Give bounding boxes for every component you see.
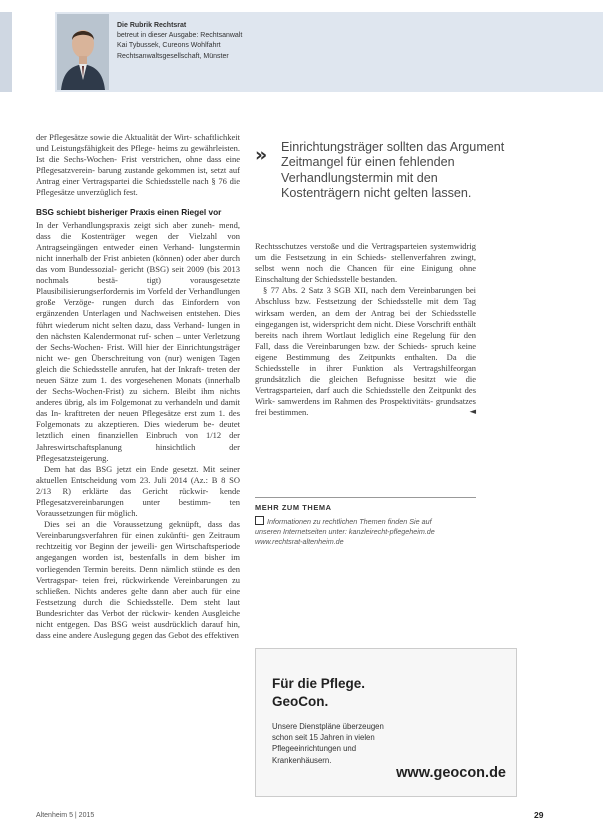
ad-headline	[272, 675, 365, 711]
text-line: sichern. Bleibt ihm nichts anderes übrig, als im	[36, 386, 240, 408]
text-line: Folgemonat zu verhandeln und damit das In-	[36, 397, 241, 419]
text-line: weist ausdrücklich darauf hin, dass eine andere	[36, 619, 241, 641]
text-line: mend, dass die Kostenträger wegen der Vielzahl	[36, 219, 240, 241]
more-topic-link[interactable]: unseren Internetseiten unter: kanzleirecht-pflegeheim.de	[255, 527, 435, 537]
author-info	[117, 21, 357, 62]
body-paragraph	[255, 241, 476, 285]
text-line: ten Voraussetzungen für möglich.	[36, 497, 240, 519]
body-paragraph	[36, 220, 240, 464]
text-line: Monats (innerhalb der Sechs-Wochen-Frist) zu	[36, 374, 241, 397]
author-line-1: Die Rubrik Rechtsrat	[117, 22, 187, 29]
ad-headline-line: Für die Pflege.	[272, 676, 366, 691]
more-topic-title: MEHR ZUM THEMA	[255, 503, 332, 512]
body-paragraph	[255, 285, 476, 418]
text-line: bereits. Denn nämlich stünde es den Vertragspar-	[36, 563, 241, 585]
text-line: bei Abschluss bzw. Festsetzung der Schiedsstelle	[255, 285, 476, 307]
text-line: ihrem Wortlaut lediglich eine Regelung für den	[302, 329, 477, 340]
text-line: (Az.: B 8 SO 2/13 R) erklärte das Gericht rückwir-	[36, 474, 241, 496]
text-line: kenden Ausgleiche nicht entgegen. Das BSG	[36, 607, 240, 630]
text-line: gericht (BSG) seit 2009 (bis 2013 nochmals bestä-	[36, 264, 240, 286]
text-line: eine Festsetzung durch die Schiedsstelle. Dem	[36, 585, 241, 607]
text-line: der Pflegesätze sowie die Aktualität der Wirt-	[36, 132, 192, 142]
text-line: krafttreten der neuen Pflegesätze erst zum 1. des	[64, 408, 241, 419]
text-line: enthalten. Da die Schiedsstelle in ihrer Funktion	[255, 351, 476, 374]
ad-body-line: Krankenhäusern.	[272, 755, 332, 765]
text-line: kende Pflegesatzvereinbarungen unter bestimm-	[36, 485, 240, 507]
intro-paragraph	[36, 132, 240, 199]
ad-body-line: Pflegeeinrichtungen und	[272, 744, 357, 754]
text-line: steht laut Bundesrichter das Verbot der rückwir-	[36, 596, 240, 618]
body-paragraph	[36, 464, 240, 519]
text-line: deutet letztlich einen finanziellen Einbruch von 1/12	[36, 419, 241, 441]
text-line: Unterlagen und Nachweisen entstehen. Dies	[82, 308, 240, 319]
page-number: 29	[534, 810, 544, 820]
footer-issue: Altenheim 5 | 2015	[36, 812, 95, 819]
text-line: heims zu gewährleisten. Ist die Sechs-Wochen-	[36, 143, 241, 165]
text-line: bestenfalls in dem bisher im vorliegenden Termin	[36, 552, 241, 574]
info-box-icon	[255, 516, 264, 525]
more-topic-body	[255, 516, 480, 548]
article-end-icon: ◄	[469, 407, 476, 418]
text-line: Chancen für eine Einigung ohne Einschaltung der	[255, 263, 476, 285]
text-line: bei der Schiedsstelle eingegangen ist, widerspricht	[255, 307, 477, 329]
header-edge-band	[0, 12, 12, 92]
text-line: Dem hat das BSG jetzt ein Ende gesetzt. Mit	[44, 463, 216, 474]
author-line-3: Kai Tybussek, Cureons Wohlfahrt	[117, 42, 221, 50]
author-line-4: Rechtsanwaltsgesellschaft, Münster	[117, 52, 229, 60]
text-line: als Vertragshilfeorgan grundsätzlich die gleichen	[255, 363, 476, 385]
quote-mark-icon: »	[255, 144, 268, 166]
more-topic-link[interactable]: www.rechtsrat-altenheim.de	[255, 537, 344, 547]
text-line: schließen. Nichts anderes gelte dann aber auch für	[36, 585, 222, 596]
geocon-advertisement[interactable]	[255, 648, 517, 797]
text-line: führt wiederum nicht selten dazu, dass Verhand-	[36, 319, 205, 330]
section-heading: BSG schiebt bisheriger Praxis einen Riegel vor	[36, 206, 222, 217]
text-line: gen Überschreitung von (nur) wenigen Tagen	[74, 352, 241, 363]
text-line: Dies sei an die Voraussetzung geknüpft, dass	[44, 519, 223, 530]
ad-body	[272, 721, 472, 766]
ad-body-line: schon seit 15 Jahren in vielen	[272, 733, 375, 743]
author-photo	[57, 14, 109, 90]
text-line: § 76 die Pflegesätze unverzüglich fest.	[36, 176, 241, 198]
ad-body-line: Unsere Dienstpläne überzeugen	[272, 722, 384, 731]
text-line: Folgemonats zu akzeptieren. Dies wiederum be-	[36, 419, 215, 430]
text-line: lungen in den nächsten Kalendermonat ruf-	[36, 319, 241, 341]
text-line: rungen durch das Einfordern von ergänzenden	[36, 297, 240, 319]
text-line: Frist. Will hier der Einrichtungsträger nicht we-	[36, 341, 241, 363]
text-line: gleich die Schiedsstelle anrufen, hat der Inkraft-	[36, 363, 205, 374]
text-line: das Vereinbarungsverfahren für einen zukünfti-	[36, 519, 240, 541]
text-line: Schiedsstelle bestanden.	[314, 274, 398, 285]
ad-url-link[interactable]: www.geocon.de	[396, 765, 506, 781]
text-line: tigt) vorausgesetzte Plausibilisierungserfordernis	[36, 275, 241, 297]
text-line: § 77 Abs. 2 Satz 3 SGB XII, nach dem Vereinbarungen	[263, 285, 463, 296]
text-line: treten der neuen Sätze zum 1. des vorgesehenen	[36, 363, 240, 385]
text-line: Auslegung gegen das Gebot des effektiven	[93, 630, 239, 641]
text-line: Befugnisse besitzt wie die Vertragsparteien, darf	[255, 374, 477, 396]
ad-headline-line: GeoCon.	[272, 694, 329, 709]
text-line: seiner aktuellen Entscheidung vom 23. Juli 2014	[36, 463, 240, 485]
text-line: Rechtsschutzes verstoße und die Vertragsparteien	[255, 241, 428, 251]
text-line: Fall, dass die Vereinbarungen bzw. der Schieds-	[255, 340, 428, 351]
text-line: dem nicht. Diese Vorschrift enthält bereits nach	[255, 318, 476, 340]
text-line: samwerdens im Rahmen des Prospektivitäts-	[277, 396, 434, 407]
text-line: grundsatzes frei bestimmen.	[255, 396, 476, 418]
pull-quote-text: Einrichtungsträger sollten das Argument Zeitmangel für einen fehlenden Verhandlungstermin mit den Kostenträgern nicht gelten lassen.	[281, 140, 505, 201]
text-line: auch die Schiedsstelle den Zeitpunkt des Wirk-	[255, 385, 477, 407]
text-line: von Antragseingängen entweder einen Verhand-	[36, 230, 241, 252]
text-line: Frist verstrichen, ohne dass eine Pflegesatzverein-	[36, 154, 241, 176]
text-line: gen Wirtschaftsperiode angegangen worden ist,	[36, 541, 240, 563]
text-line: gen Zeitraum rechtzeitig vor Beginn der jeweili-	[36, 530, 240, 552]
article-left-column	[36, 132, 240, 641]
text-line: der Jahreswirtschaftsplanung hinsichtlich der	[36, 430, 241, 452]
text-line: im Vorfeld der Verhandlungen große Verzöge-	[36, 286, 240, 308]
text-line: schen – unter Verletzung der Sechs-Wochen-	[36, 330, 241, 352]
text-line: systemwidrig um die Festsetzung in ein Schieds-	[255, 241, 476, 263]
more-topic-line: Informationen zu rechtlichen Themen finden Sie auf	[267, 517, 432, 526]
body-paragraph	[36, 519, 240, 641]
text-line: lungstermin nicht innerhalb der Frist anbieten	[36, 241, 240, 263]
text-line: spruch keine eigene Bestimmung des Zeitpunkts	[255, 340, 477, 362]
author-line-2: betreut in dieser Ausgabe: Rechtsanwalt	[117, 32, 243, 40]
text-line: teien frei, rückwirkende Vereinbarungen zu	[82, 574, 241, 585]
text-line: In der Verhandlungspraxis zeigt sich aber zuneh-	[36, 219, 215, 230]
article-right-column	[255, 241, 476, 419]
text-line: einer Vertragspartei die Schiedsstelle nach	[62, 176, 209, 187]
text-line: mit dem Tag wirksam werden, an dem der Antrag	[255, 296, 476, 318]
divider	[255, 497, 476, 498]
text-line: schaftlichkeit und Leistungsfähigkeit des Pflege-	[36, 132, 241, 154]
text-line: stellenverfahren zwingt, selbst wenn noch die	[255, 252, 477, 274]
text-line: (können) oder aber durch das vom Bundessozial-	[36, 252, 240, 275]
text-line: barung zustande gekommen ist, setzt auf Antrag	[36, 165, 240, 187]
text-line: Pflegesatzsteigerung.	[36, 452, 109, 463]
